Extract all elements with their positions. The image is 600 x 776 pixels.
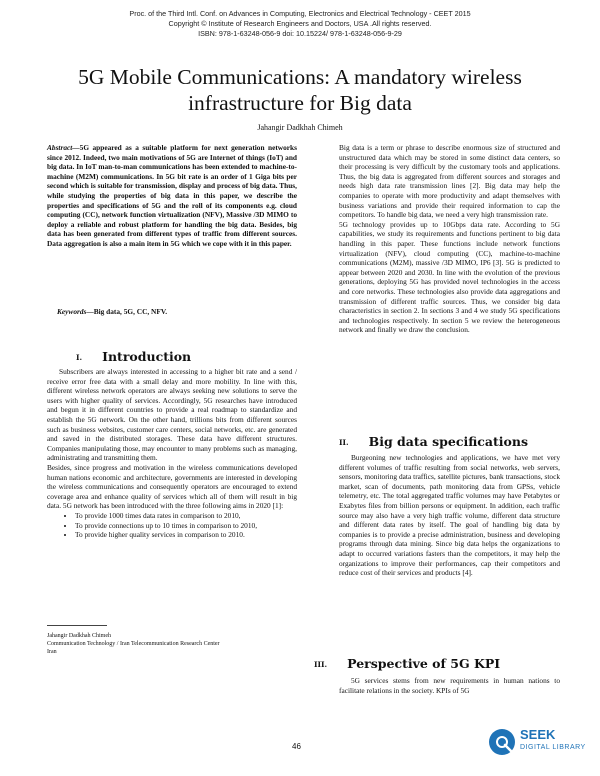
author-name: Jahangir Dadkhah Chimeh xyxy=(257,123,343,132)
keywords xyxy=(57,307,167,316)
section-heading-big-data xyxy=(339,434,528,449)
intro-paragraph-2: Besides, since progress and motivation in the wireless communications developed human nations economic and architecture, governments are interested in developing the wireless communications and consequently operators are encouraged to extend coverage area and enhance quality of services which all of them will result in big data. 5G network has been introduced with the three following aims in 2020 [1]: xyxy=(47,462,297,511)
keywords-label: Keywords— xyxy=(57,307,94,316)
footnote-name: Jahangir Dadkhah Chimeh xyxy=(47,633,111,639)
abstract-label: Abstract— xyxy=(47,143,80,152)
footnote-affiliation: Communication Technology / Iran Telecommunication Research Center xyxy=(47,641,220,647)
author-footnote xyxy=(47,632,220,656)
section-number: III. xyxy=(314,660,328,669)
keywords-text: Big data, 5G, CC, NFV. xyxy=(93,307,168,316)
bigdata-paragraph: Big data is a term or phrase to describe enormous size of structured and unstructured data which may be stored in some distinct data centers, so their processing is very difficult by the customary tools and applications. Thus, the big data is aggregated from different sources and storages and needs high data rate transmission lines [2]. Big data may help the companies to operate with more productivity and adapt themselves with business variations and provide their required information to cap the competitors. To handle big data, we need a very high transmission rate. xyxy=(339,143,560,220)
footnote-rule xyxy=(47,625,107,626)
title-line-1: 5G Mobile Communications: A mandatory wireless xyxy=(78,65,522,89)
logo-word-library: DIGITAL LIBRARY xyxy=(520,744,586,751)
section-heading-introduction xyxy=(76,349,191,364)
page-number: 46 xyxy=(292,742,301,751)
big-data-body xyxy=(339,453,560,578)
aims-list xyxy=(47,511,297,540)
section-number: I. xyxy=(76,353,83,362)
title-line-2: infrastructure for Big data xyxy=(188,91,412,115)
bigdata-spec-paragraph: Burgeoning new technologies and applications, we have met very different volumes of traffic resulting from social networks, web servers, sensors, monitoring data traffics, satellite pictures, bank transactions, stock market, scan of documents, path monitoring data from GPSs, vehicle telemetry, etc. The total aggregated traffic volumes may have Petabytes or Exabytes files from billion persons or equipment. In addition, each traffic source may also have a very high traffic volume, different data structure and different data rates by itself. The goal of handling big data by companies is to provide a precise administration, business and developing programs through data mining. Since big data helps the organizations to adapt to occurred variations fasters than the competitors, it may help the organizations to improve their performances, cap their competitors and reduce cost of their services and products [4]. xyxy=(339,453,560,578)
header-line-2: Copyright © Institute of Research Engineers and Doctors, USA .All rights reserved. xyxy=(168,19,432,28)
kpi-body xyxy=(339,676,560,695)
list-item: • To provide 1000 times data rates in comparison to 2010, xyxy=(75,511,297,521)
section-title: Big data specifications xyxy=(368,434,528,449)
section-title: Introduction xyxy=(102,349,192,364)
logo-word-seek: SEEK xyxy=(520,727,556,742)
intro-paragraph-1: Subscribers are always interested in accessing to a higher bit rate and a send / receive error free data with a small delay and more mobility. In line with this, different wireless network operators are always seeking new solutions to serve the users with higher quality of services. Accordingly, 5G researches have introduced and begun it in different countries to provide a real roadmap to standardize and establish the 5G network. On the other hand, trillions bits from different sources such as business websites, customer care centers, social networks, etc. are generated and saved in the distributed storages. These data have different structures. Companies manipulating those, may encounter to many problems such as managing, administrating and transmitting them. xyxy=(47,367,297,463)
abstract xyxy=(47,143,297,249)
kpi-paragraph: 5G services stems from new requirements in human nations to facilitate relations in the society. KPIs of 5G xyxy=(339,676,560,695)
seek-logo xyxy=(486,722,586,762)
list-item: • To provide higher quality services in comparison to 2010. xyxy=(75,530,297,540)
introduction-body xyxy=(47,367,297,540)
right-column-top xyxy=(339,143,560,335)
section-heading-kpi xyxy=(314,656,500,671)
section-title: Perspective of 5G KPI xyxy=(347,656,501,671)
header-line-3: ISBN: 978-1-63248-056-9 doi: 10.15224/ 978-1-63248-056-9-29 xyxy=(198,29,402,38)
footnote-country: Iran xyxy=(47,649,57,655)
list-item: • To provide connections up to 10 times in comparison to 2010, xyxy=(75,521,297,531)
5g-paragraph: 5G technology provides up to 10Gbps data rate. According to 5G capabilities, we study its requirements and functions pertinent to big data handling in this paper. These functions include network functions virtualization (NFV), cloud computing (CC), machine-to-machine communications (M2M), massive /3D MIMO, IP6 [3]. 5G is predicted to appear between 2020 and 2030. In line with the evolution of the previous generations, deploying 5G has provided novel technologies in the access and core networks. These technologies also provide data aggregations and transmission of different traffic sources. Thus, we consider big data characteristics in section 2. In sections 3 and 4 we study 5G specifications and technologies respectively. In section 5 we review the heterogeneous network and finally we draw the conclusion. xyxy=(339,219,560,335)
header-line-1: Proc. of the Third Intl. Conf. on Advances in Computing, Electronics and Electrical Technology - CEET 2015 xyxy=(129,9,471,18)
abstract-text: 5G appeared as a suitable platform for next generation networks since 2012. Indeed, two main motivations of 5G are Internet of things (IoT) and big data. In IoT man-to-man communications has been extended to machine-to-machine (M2M) communications. In 5G bit rate is an order of 1 Giga bits per second which is suitable for transmission, display and process of big data. Thus, while studying the properties of big data in this paper, we describe the properties and specifications of 5G and the roll of its components e.g. cloud computing (CC), network function virtualization (NFV), Massive /3D MIMO to deploy a reliable and robust platform for handling the big data. Besides, big data has been generated from different types of traffic from different sources. Data aggregation is also a main item in 5G which we cope with it in this paper. xyxy=(47,143,297,248)
section-number: II. xyxy=(339,438,349,447)
paper-title xyxy=(40,64,560,116)
conference-header xyxy=(0,9,600,39)
